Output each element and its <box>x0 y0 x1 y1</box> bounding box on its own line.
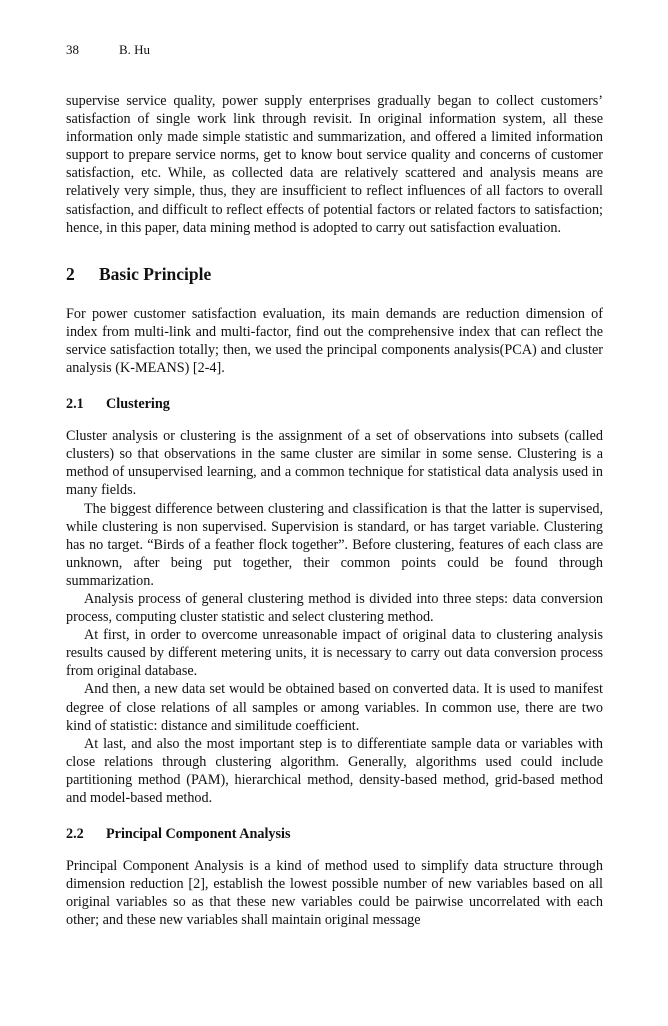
paragraph: Principal Component Analysis is a kind of method used to simplify data structure through dimension reduction [2], establish the lowest possible number of new variables based on all original variables so as that these new variables could be pairwise uncorrelated with each other; and these new variables shall maintain original message <box>66 858 603 929</box>
subsection-heading-pca <box>66 825 603 843</box>
paragraph: Analysis process of general clustering method is divided into three steps: data conversion process, computing cluster statistic and select clustering method. <box>66 590 603 626</box>
section-heading-basic-principle <box>66 264 603 284</box>
paragraph: And then, a new data set would be obtained based on converted data. It is used to manifest degree of close relations of all samples or among variables. In common use, there are two kind of statistic: distance and similitude coefficient. <box>66 681 603 734</box>
running-header-author: B. Hu <box>119 42 151 57</box>
paragraph: The biggest difference between clustering and classification is that the latter is supervised, while clustering is non supervised. Supervision is standard, or has target variable. Clustering has no target. “Birds of a feather flock together”. Before clustering, features of each class are unknown, after being put together, their common points could be found through summarization. <box>66 500 603 589</box>
intro-paragraph: supervise service quality, power supply enterprises gradually began to collect customers’ satisfaction of single work link through revisit. In original information system, all these information only made simple statistic and summarization, and offered a limited information support to prepare service norms, get to know bout service quality and concerns of customer satisfaction, etc. While, as collected data are relatively scattered and analysis means are relatively very simple, thus, they are insufficient to reflect influences of all factors to overall satisfaction, and difficult to reflect effects of potential factors or related factors to satisfaction; hence, in this paper, data mining method is adopted to carry out satisfaction evaluation. <box>66 93 603 236</box>
subsection-number: 2.2 <box>66 826 84 843</box>
paragraph: For power customer satisfaction evaluation, its main demands are reduction dimension of index from multi-link and multi-factor, find out the comprehensive index that can reflect the service satisfaction totally; then, we used the principal components analysis(PCA) and cluster analysis (K-MEANS) [2-4]. <box>66 305 603 377</box>
paragraph: At first, in order to overcome unreasonable impact of original data to clustering analysis results caused by different metering units, it is necessary to carry out data conversion process from original database. <box>66 627 603 680</box>
paragraph: At last, and also the most important step is to differentiate sample data or variables with close relations through clustering algorithm. Generally, algorithms used could include partitioning method (PAM), hierarchical method, density-based method, grid-based method and model-based method. <box>66 735 603 806</box>
paragraph: Cluster analysis or clustering is the assignment of a set of observations into subsets (called clusters) so that observations in the same cluster are similar in some sense. Clustering is a method of unsupervised learning, and a common technique for statistical data analysis used in many fields. <box>66 428 603 499</box>
subsection-number: 2.1 <box>66 396 84 413</box>
subsection-title: Clustering <box>106 396 170 413</box>
page-body <box>66 92 603 929</box>
subsection-heading-clustering <box>66 395 603 413</box>
section-number: 2 <box>66 263 75 284</box>
subsection-title: Principal Component Analysis <box>106 826 291 843</box>
section-title: Basic Principle <box>99 263 212 284</box>
running-header <box>66 42 150 58</box>
page-number: 38 <box>66 42 79 57</box>
